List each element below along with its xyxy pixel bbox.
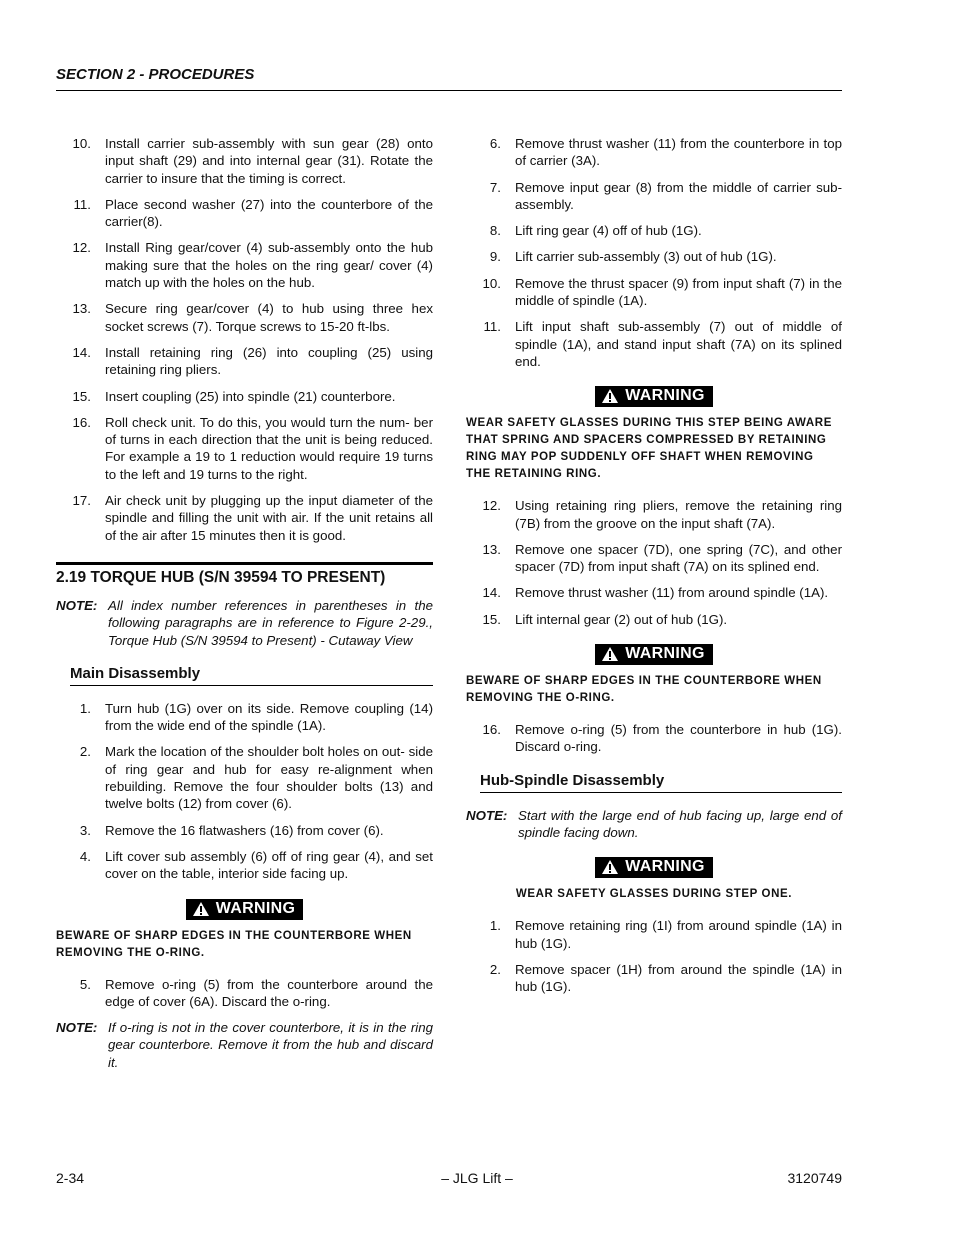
subheading-main-disassembly: Main Disassembly — [70, 665, 433, 686]
step-text: Using retaining ring pliers, remove the retaining ring (7B) from the groove on the input shaft (7A). — [515, 498, 842, 531]
warning-badge — [595, 644, 712, 665]
step-text: Mark the location of the shoulder bolt holes on out- side of ring gear and hub for easy re-alignment when rebuilding. Remove the four shoulder bolts (13) and twelve bolts (12) from cover (6). — [105, 744, 433, 812]
list-item — [466, 584, 842, 601]
note-label: NOTE: — [56, 597, 98, 613]
list-item — [466, 961, 842, 996]
step-number: 8. — [489, 223, 501, 239]
steps-list — [466, 135, 842, 370]
subheading-hub-spindle-disassembly: Hub-Spindle Disassembly — [480, 772, 842, 793]
warning-triangle-icon — [601, 388, 619, 404]
step-text: Place second washer (27) into the counterbore of the carrier(8). — [105, 196, 433, 230]
step-number: 1. — [489, 918, 501, 934]
step-number: 17. — [72, 493, 91, 509]
step-text: Lift ring gear (4) off of hub (1G). — [515, 223, 702, 239]
step-text: Remove spacer (1H) from around the spindle (1A) in hub (1G). — [515, 961, 842, 995]
list-item — [56, 414, 433, 483]
step-number: 5. — [79, 976, 91, 992]
list-item — [56, 700, 433, 735]
list-item — [56, 344, 433, 379]
step-number: 1. — [79, 700, 91, 716]
warning-text: WEAR SAFETY GLASSES DURING STEP ONE. — [515, 888, 793, 901]
step-number: 13. — [72, 301, 91, 317]
step-text: Remove the 16 flatwashers (16) from cover (6). — [105, 822, 384, 838]
steps-list — [466, 917, 842, 995]
step-number: 3. — [79, 822, 91, 838]
list-item — [466, 541, 842, 576]
note — [56, 1019, 433, 1071]
list-item — [466, 222, 842, 239]
warning-label: WARNING — [625, 645, 705, 663]
warning-label: WARNING — [625, 858, 705, 876]
warning-triangle-icon — [192, 901, 210, 917]
step-text: Remove thrust washer (11) from around spindle (1A). — [515, 585, 829, 601]
step-text: Remove retaining ring (1I) from around spindle (1A) in hub (1G). — [515, 918, 842, 951]
steps-list — [56, 135, 433, 544]
list-item — [466, 179, 842, 214]
step-number: 12. — [482, 498, 501, 514]
step-number: 16. — [72, 414, 91, 430]
note-label: NOTE: — [56, 1020, 98, 1036]
step-text: Air check unit by plugging up the input diameter of the spindle and filling the unit with air. If the unit retains all of the air after 15 minutes then it is good. — [105, 493, 433, 543]
list-item — [466, 248, 842, 265]
list-item — [56, 822, 433, 839]
note-text: If o-ring is not in the cover counterbore, it is in the ring gear counterbore. Remove it from the hub and discard it. — [108, 1020, 433, 1070]
step-number: 7. — [489, 179, 501, 195]
list-item — [466, 497, 842, 532]
note-text: All index number references in parentheses in the following paragraphs are in reference to Figure 2-29., Torque Hub (S/N 39594 to Present) - Cutaway View — [108, 597, 433, 648]
warning-badge — [186, 899, 303, 920]
step-text: Remove o-ring (5) from the counterbore in hub (1G). Discard o-ring. — [515, 722, 842, 755]
step-text: Install retaining ring (26) into coupling (25) using retaining ring pliers. — [105, 344, 433, 378]
steps-list — [466, 497, 842, 628]
list-item — [56, 300, 433, 335]
note-label: NOTE: — [466, 807, 508, 823]
step-text: Lift cover sub assembly (6) off of ring gear (4), and set cover on the table, interior side facing up. — [105, 848, 433, 882]
warning-text: BEWARE OF SHARP EDGES IN THE COUNTERBORE WHEN REMOVING THE O-RING. — [56, 929, 412, 959]
step-number: 10. — [72, 136, 91, 151]
list-item — [466, 318, 842, 370]
note-text: Start with the large end of hub facing up, large end of spindle facing down. — [518, 807, 842, 840]
list-item — [466, 275, 842, 310]
list-item — [56, 848, 433, 883]
note — [466, 807, 842, 842]
left-column — [56, 135, 433, 1081]
step-text: Secure ring gear/cover (4) to hub using three hex socket screws (7). Torque screws to 15-20 ft-lbs. — [105, 301, 433, 334]
step-number: 16. — [482, 722, 501, 738]
list-item — [466, 135, 842, 170]
page-header — [56, 66, 842, 91]
step-number: 2. — [79, 744, 91, 760]
list-item — [56, 135, 433, 187]
step-text: Remove thrust washer (11) from the counterbore in top of carrier (3A). — [515, 136, 842, 169]
steps-list — [466, 721, 842, 756]
list-item — [56, 239, 433, 291]
step-number: 11. — [483, 319, 501, 335]
step-text: Turn hub (1G) over on its side. Remove coupling (14) from the wide end of the spindle (1A). — [105, 700, 433, 734]
step-number: 12. — [72, 240, 91, 256]
document-number: 3120749 — [787, 1170, 842, 1186]
note — [56, 597, 433, 649]
list-item — [466, 721, 842, 756]
list-item — [56, 492, 433, 544]
step-text: Lift input shaft sub-assembly (7) out of middle of spindle (1A), and stand input shaft (7A) on its splined end. — [515, 319, 842, 369]
steps-list — [56, 700, 433, 883]
list-item — [466, 611, 842, 628]
list-item — [56, 743, 433, 812]
step-number: 13. — [482, 541, 501, 557]
section-heading: 2.19 TORQUE HUB (S/N 39594 TO PRESENT) — [56, 562, 433, 587]
warning-text: WEAR SAFETY GLASSES DURING THIS STEP BEING AWARE THAT SPRING AND SPACERS COMPRESSED BY RETAINING RING MAY POP SUDDENLY OFF SHAFT WHEN REMOVING THE RETAINING RING. — [466, 417, 832, 481]
warning-box — [56, 899, 433, 922]
step-text: Remove one spacer (7D), one spring (7C), and other spacer (7D) from input shaft (7A) on its splined end. — [515, 541, 842, 575]
list-item — [56, 196, 433, 231]
section-title-header: SECTION 2 - PROCEDURES — [56, 66, 255, 83]
warning-text: BEWARE OF SHARP EDGES IN THE COUNTERBORE WHEN REMOVING THE O-RING. — [466, 675, 822, 705]
list-item — [56, 388, 433, 405]
step-text: Remove input gear (8) from the middle of carrier sub-assembly. — [515, 179, 842, 212]
warning-triangle-icon — [601, 646, 619, 662]
step-number: 9. — [489, 249, 501, 265]
steps-list — [56, 976, 433, 1011]
list-item — [466, 917, 842, 952]
warning-badge — [595, 857, 712, 878]
warning-triangle-icon — [601, 859, 619, 875]
step-number: 2. — [489, 961, 501, 977]
step-text: Lift internal gear (2) out of hub (1G). — [515, 611, 728, 627]
step-text: Remove o-ring (5) from the counterbore around the edge of cover (6A). Discard the o-ring. — [105, 976, 433, 1009]
step-number: 6. — [489, 136, 501, 151]
right-column — [466, 135, 842, 1004]
step-number: 14. — [482, 585, 501, 601]
warning-label: WARNING — [625, 387, 705, 405]
warning-box — [466, 644, 842, 667]
step-number: 15. — [482, 611, 501, 627]
warning-badge — [595, 386, 712, 407]
step-number: 4. — [79, 848, 91, 864]
step-number: 11. — [73, 196, 91, 212]
list-item — [56, 976, 433, 1011]
step-text: Install carrier sub-assembly with sun gear (28) onto input shaft (29) and into internal gear (31). Rotate the carrier to insure that the timing is correct. — [105, 136, 433, 186]
warning-box — [466, 386, 842, 409]
footer-center: – JLG Lift – — [441, 1170, 513, 1186]
step-text: Remove the thrust spacer (9) from input shaft (7) in the middle of spindle (1A). — [515, 275, 842, 309]
step-text: Roll check unit. To do this, you would turn the num- ber of turns in each direction that the unit is being reduced. For example a 19 to 1 reduction would require 19 turns to the left and 19 turns to the right. — [105, 414, 433, 482]
step-text: Lift carrier sub-assembly (3) out of hub (1G). — [515, 249, 777, 265]
warning-label: WARNING — [215, 899, 296, 917]
step-number: 14. — [72, 344, 91, 360]
step-text: Install Ring gear/cover (4) sub-assembly onto the hub making sure that the holes on the ring gear/ cover (4) match up with the holes on the hub. — [105, 240, 433, 291]
step-number: 15. — [72, 388, 91, 404]
page-number: 2-34 — [56, 1170, 85, 1186]
step-number: 10. — [482, 275, 501, 291]
warning-box — [466, 857, 842, 880]
step-text: Insert coupling (25) into spindle (21) counterbore. — [105, 388, 396, 404]
